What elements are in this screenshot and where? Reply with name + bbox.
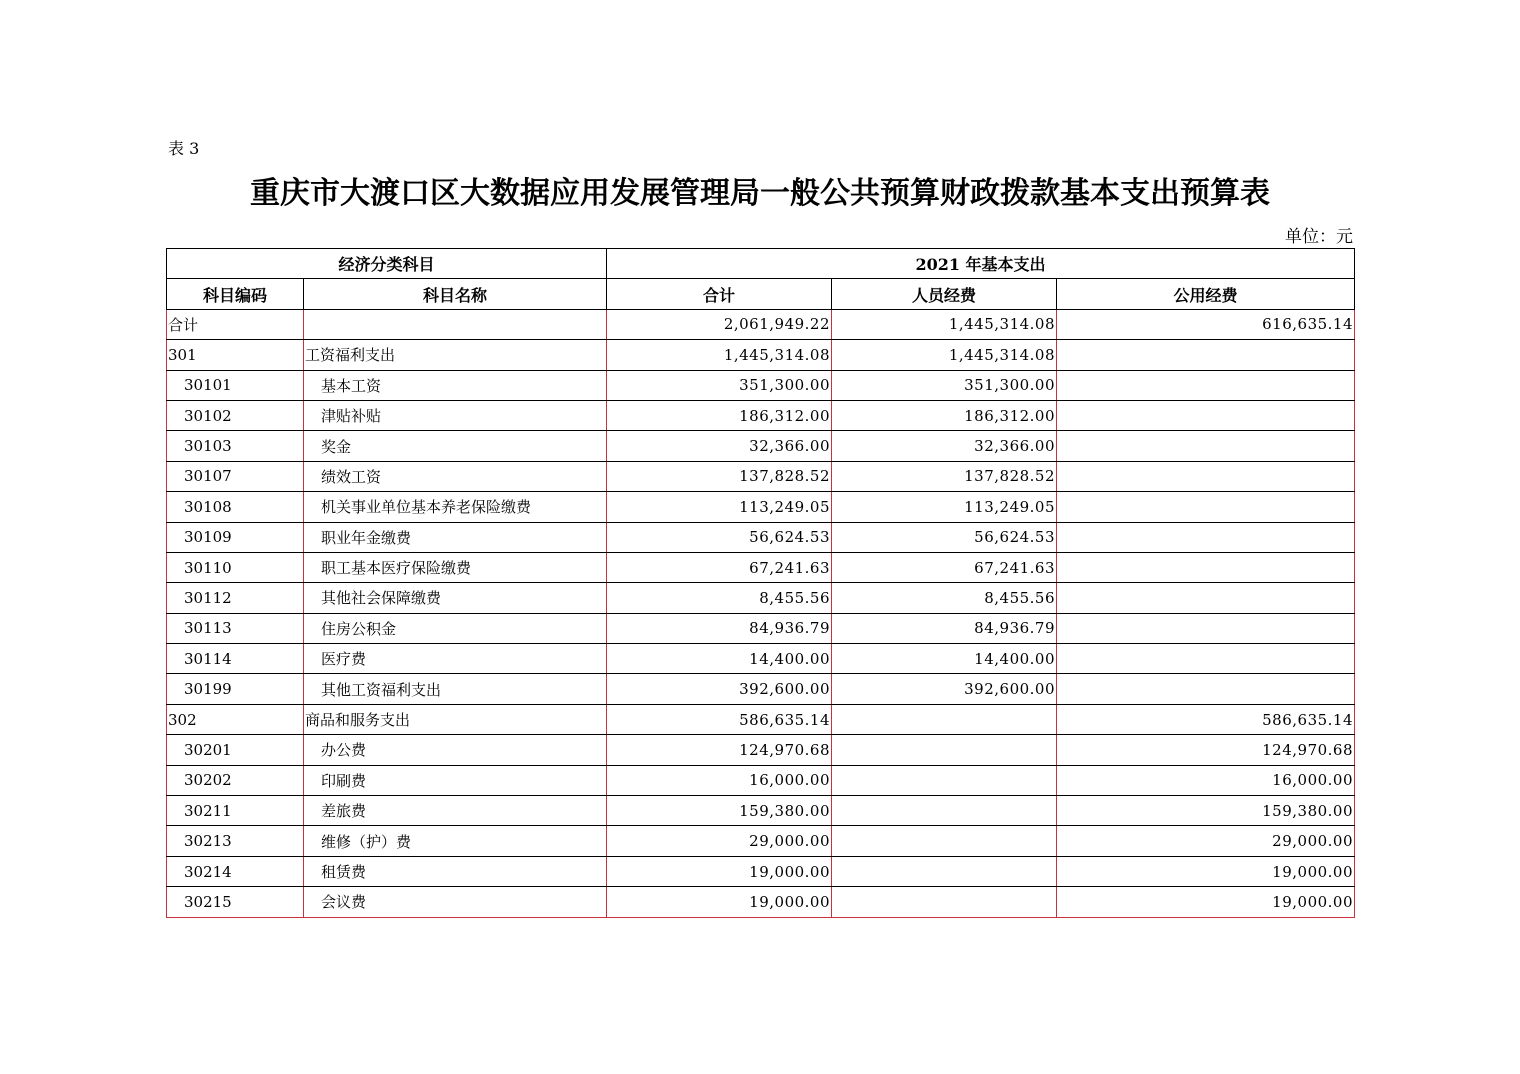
cell-personnel-expense: 84,936.79	[832, 613, 1057, 643]
table-row	[167, 644, 1355, 674]
cell-public-expense	[1057, 613, 1355, 643]
table-row	[167, 370, 1355, 400]
cell-subject-name: 差旅费	[304, 796, 607, 826]
header-personnel-expense: 人员经费	[832, 279, 1057, 309]
table-header-group-row	[167, 249, 1355, 279]
cell-subject-name: 职工基本医疗保险缴费	[304, 552, 607, 582]
cell-subject-code: 30211	[167, 796, 304, 826]
header-total: 合计	[607, 279, 832, 309]
table-row	[167, 613, 1355, 643]
cell-total: 586,635.14	[607, 704, 832, 734]
cell-personnel-expense	[832, 765, 1057, 795]
cell-total: 137,828.52	[607, 461, 832, 491]
cell-subject-code: 30110	[167, 552, 304, 582]
cell-subject-name	[304, 309, 607, 339]
cell-personnel-expense: 14,400.00	[832, 644, 1057, 674]
cell-public-expense	[1057, 400, 1355, 430]
cell-public-expense	[1057, 583, 1355, 613]
cell-total: 84,936.79	[607, 613, 832, 643]
cell-personnel-expense: 351,300.00	[832, 370, 1057, 400]
cell-subject-code: 30108	[167, 492, 304, 522]
cell-total: 351,300.00	[607, 370, 832, 400]
cell-public-expense: 19,000.00	[1057, 856, 1355, 886]
cell-public-expense: 586,635.14	[1057, 704, 1355, 734]
cell-subject-code: 30215	[167, 887, 304, 917]
cell-subject-code: 30114	[167, 644, 304, 674]
cell-total: 186,312.00	[607, 400, 832, 430]
table-row	[167, 522, 1355, 552]
cell-subject-code: 30102	[167, 400, 304, 430]
cell-subject-name: 其他社会保障缴费	[304, 583, 607, 613]
table-row	[167, 431, 1355, 461]
cell-personnel-expense: 1,445,314.08	[832, 309, 1057, 339]
header-subject-name: 科目名称	[304, 279, 607, 309]
table-row	[167, 400, 1355, 430]
cell-subject-name: 绩效工资	[304, 461, 607, 491]
cell-subject-name: 维修（护）费	[304, 826, 607, 856]
table-row	[167, 309, 1355, 339]
cell-personnel-expense	[832, 735, 1057, 765]
cell-subject-code: 30113	[167, 613, 304, 643]
cell-total: 113,249.05	[607, 492, 832, 522]
budget-table	[166, 248, 1355, 918]
cell-total: 2,061,949.22	[607, 309, 832, 339]
cell-personnel-expense: 67,241.63	[832, 552, 1057, 582]
table-row	[167, 461, 1355, 491]
cell-public-expense	[1057, 674, 1355, 704]
cell-subject-code: 30199	[167, 674, 304, 704]
cell-public-expense: 124,970.68	[1057, 735, 1355, 765]
table-row	[167, 826, 1355, 856]
cell-total: 19,000.00	[607, 887, 832, 917]
table-row	[167, 340, 1355, 370]
cell-total: 32,366.00	[607, 431, 832, 461]
cell-total: 19,000.00	[607, 856, 832, 886]
cell-personnel-expense	[832, 796, 1057, 826]
cell-total: 392,600.00	[607, 674, 832, 704]
cell-total: 14,400.00	[607, 644, 832, 674]
cell-personnel-expense: 186,312.00	[832, 400, 1057, 430]
cell-subject-code: 30107	[167, 461, 304, 491]
cell-subject-code: 30109	[167, 522, 304, 552]
cell-total: 124,970.68	[607, 735, 832, 765]
cell-total: 29,000.00	[607, 826, 832, 856]
cell-subject-name: 印刷费	[304, 765, 607, 795]
cell-subject-code: 30201	[167, 735, 304, 765]
cell-subject-code: 301	[167, 340, 304, 370]
header-public-expense: 公用经费	[1057, 279, 1355, 309]
cell-subject-name: 其他工资福利支出	[304, 674, 607, 704]
cell-personnel-expense	[832, 826, 1057, 856]
cell-public-expense: 16,000.00	[1057, 765, 1355, 795]
cell-subject-name: 会议费	[304, 887, 607, 917]
cell-public-expense	[1057, 492, 1355, 522]
cell-public-expense: 19,000.00	[1057, 887, 1355, 917]
cell-public-expense	[1057, 461, 1355, 491]
cell-subject-code: 30214	[167, 856, 304, 886]
page-title: 重庆市大渡口区大数据应用发展管理局一般公共预算财政拨款基本支出预算表	[250, 176, 1270, 211]
cell-personnel-expense: 392,600.00	[832, 674, 1057, 704]
cell-total: 8,455.56	[607, 583, 832, 613]
table-body	[167, 309, 1355, 917]
cell-personnel-expense: 56,624.53	[832, 522, 1057, 552]
cell-total: 16,000.00	[607, 765, 832, 795]
table-row	[167, 583, 1355, 613]
cell-public-expense	[1057, 644, 1355, 674]
table-row	[167, 856, 1355, 886]
cell-subject-name: 住房公积金	[304, 613, 607, 643]
cell-public-expense: 29,000.00	[1057, 826, 1355, 856]
table-row	[167, 796, 1355, 826]
cell-subject-name: 办公费	[304, 735, 607, 765]
cell-total: 67,241.63	[607, 552, 832, 582]
cell-public-expense	[1057, 431, 1355, 461]
cell-subject-code: 30112	[167, 583, 304, 613]
cell-personnel-expense	[832, 704, 1057, 734]
cell-public-expense	[1057, 552, 1355, 582]
cell-personnel-expense	[832, 887, 1057, 917]
cell-total: 56,624.53	[607, 522, 832, 552]
cell-public-expense	[1057, 370, 1355, 400]
cell-subject-name: 津贴补贴	[304, 400, 607, 430]
header-subject-code: 科目编码	[167, 279, 304, 309]
table-header-column-row	[167, 279, 1355, 309]
cell-total: 159,380.00	[607, 796, 832, 826]
table-row	[167, 492, 1355, 522]
cell-public-expense	[1057, 340, 1355, 370]
cell-personnel-expense: 32,366.00	[832, 431, 1057, 461]
cell-subject-code: 30101	[167, 370, 304, 400]
header-basic-expenditure-2021: 2021 年基本支出	[607, 249, 1355, 279]
cell-subject-code: 302	[167, 704, 304, 734]
cell-subject-code: 30202	[167, 765, 304, 795]
cell-public-expense: 159,380.00	[1057, 796, 1355, 826]
cell-public-expense	[1057, 522, 1355, 552]
cell-subject-name: 商品和服务支出	[304, 704, 607, 734]
table-row	[167, 765, 1355, 795]
table-row	[167, 552, 1355, 582]
cell-personnel-expense	[832, 856, 1057, 886]
cell-subject-name: 租赁费	[304, 856, 607, 886]
cell-subject-code: 合计	[167, 309, 304, 339]
cell-subject-name: 医疗费	[304, 644, 607, 674]
table-row	[167, 887, 1355, 917]
cell-personnel-expense: 1,445,314.08	[832, 340, 1057, 370]
cell-subject-name: 工资福利支出	[304, 340, 607, 370]
cell-subject-code: 30213	[167, 826, 304, 856]
table-number-label: 表 3	[168, 139, 200, 158]
cell-personnel-expense: 113,249.05	[832, 492, 1057, 522]
cell-total: 1,445,314.08	[607, 340, 832, 370]
cell-personnel-expense: 137,828.52	[832, 461, 1057, 491]
table-row	[167, 704, 1355, 734]
unit-label: 单位：元	[1285, 227, 1353, 247]
cell-public-expense: 616,635.14	[1057, 309, 1355, 339]
cell-personnel-expense: 8,455.56	[832, 583, 1057, 613]
cell-subject-name: 机关事业单位基本养老保险缴费	[304, 492, 607, 522]
table-row	[167, 735, 1355, 765]
table-row	[167, 674, 1355, 704]
header-economic-classification: 经济分类科目	[167, 249, 607, 279]
cell-subject-name: 奖金	[304, 431, 607, 461]
cell-subject-name: 基本工资	[304, 370, 607, 400]
cell-subject-code: 30103	[167, 431, 304, 461]
cell-subject-name: 职业年金缴费	[304, 522, 607, 552]
